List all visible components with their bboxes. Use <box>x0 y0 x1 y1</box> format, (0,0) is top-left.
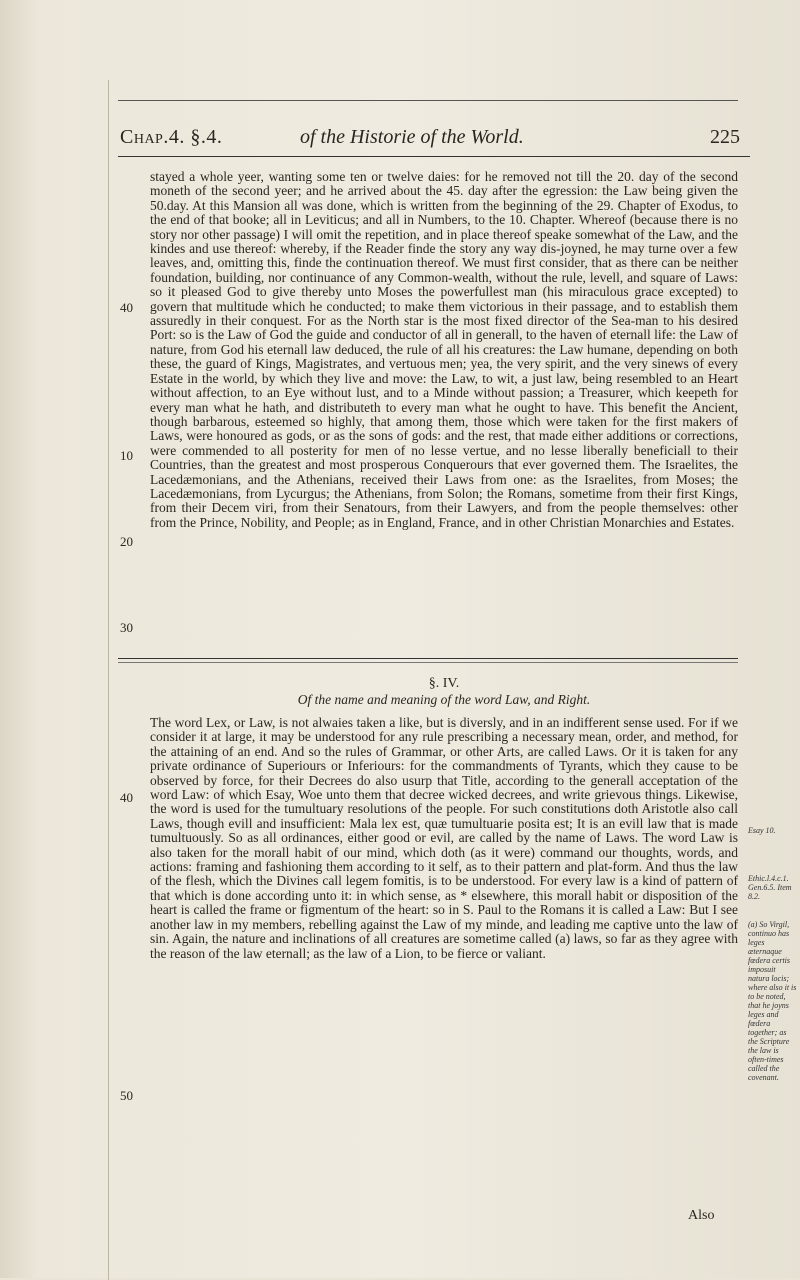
line-number: 20 <box>120 534 133 549</box>
line-number: 40 <box>120 790 133 805</box>
section-rule-thin <box>118 662 738 663</box>
line-number: 10 <box>120 448 133 463</box>
paragraph-text: The word Lex, or Law, is not alwaies taken a like, but is diversly, and in an indifferent sense used. For if we consider it at large, it may be understood for any rule prescribing a necessary mean, order, and method, for the attaining of an end. And so the rules of Grammar, or other Arts, are called Laws. Or it is taken for any private ordinance of Superiours or Inferiours: for the commandments of Tyrants, which they cause to be observed by force, for their Decrees do also usurp that Title, according to the generall acceptation of the word Law: of which Esay, Woe unto them that decree wicked decrees, and write grievous things. Likewise, the word is used for the tumultuary resolutions of the people. For such constitutions doth Aristotle also call Laws, though evill and insufficient: Mala lex est, quæ tumultuarie posita est; It is an evill law that is made tumultuously. So as all ordinances, either good or evil, are called by the name of Laws. The word Law is also taken for the morall habit of our mind, which doth (as it were) command our thoughts, words, and actions: framing and fashioning them according to it self, as to their pattern and plat-form. And thus the law of the flesh, which the Divines call legem fomitis, is to be understood. For every law is a kind of pattern of that which is done according unto it: in which sense, as * elsewhere, this morall habit or disposition of the heart is called the frame or figmentum of the heart: so in S. Paul to the Romans it is called a Law: But I see another law in my members, rebelling against the Law of my minde, and leading me captive unto the law of sin. Again, the nature and inclinations of all creatures are sometime called (a) laws, so far as they agree with the reason of the law eternall; as the law of a Lion, to be fierce or valiant. <box>150 715 738 961</box>
margin-note: Esay 10. <box>748 826 776 835</box>
section-title: Of the name and meaning of the word Law, and Right. <box>297 692 591 707</box>
body-paragraph <box>150 170 738 530</box>
header-rule <box>118 156 750 157</box>
running-header <box>120 126 740 154</box>
line-number: 40 <box>120 300 133 315</box>
chapter-ref: Chap.4. §.4. <box>120 126 223 148</box>
margin-note: Ethic.l.4.c.1. Gen.6.5. Item 8.2. <box>748 874 792 901</box>
paragraph-text: stayed a whole yeer, wanting some ten or twelve daies: for he removed not till the 20. day of the second moneth of the second yeer; and he arrived about the 45. day after the egression: the Law being given the 50.day. At this Mansion all was done, which is written from the beginning of the 29. Chapter of Exodus, to the end of that booke; all in Leviticus; and all in Numbers, to the 10. Chapter. Whereof (because there is no story nor other passage) I will omit the repetition, and in place thereof speake somewhat of the Law, and the kindes and use thereof: whereby, if the Reader finde the story any way dis-joyned, he may turne over a few leaves, and, omitting this, finde the continuation thereof. We must first consider, that as there can be neither foundation, building, nor continuance of any Common-wealth, without the rule, levell, and square of Laws: so it pleased God to give thereby unto Moses the powerfullest man (his miraculous grace excepted) to govern that multitude which he conducted; to make them victorious in their passage, and to establish them assuredly in their conquest. For as the North star is the most fixed director of the Sea-man to his desired Port: so is the Law of God the guide and conductor of all in generall, to the haven of eternall life: the Law of nature, from God his eternall law deduced, the rule of all his creatures: the Law humane, depending on both these, the guard of Kings, Magistrates, and vertuous men; yea, the very spirit, and the very sinews of every Estate in the world, by which they live and move: the Law, to wit, a just law, being resembled to an Heart without affection, to an Eye without lust, and to a Minde without passion; a Treasurer, which keepeth for every man what he hath, and distributeth to every man what he ought to have. This benefit the Ancient, though barbarous, esteemed so highly, that among them, those which were taken for the first makers of Laws, were honoured as gods, or as the sons of gods: and the rest, that made either additions or corrections, were commended to all posterity for men of no lesse vertue, and no lesse liberally beneficiall to their Countries, than the greatest and most prosperous Conquerours that ever governed them. The Israelites, the Lacedæmonians, and the Athenians, received their Laws from one: as the Israelites, from Moses; the Lacedæmonians, from Lycurgus; the Athenians, from Solon; the Romans, sometime from their first Kings, from their Decem viri, from their Senatours, from their Lawyers, and from the people themselves: other from the Prince, Nobility, and People; as in England, France, and in other Christian Monarchies and Estates. <box>150 169 738 530</box>
line-number: 30 <box>120 620 133 635</box>
top-rule <box>118 100 738 101</box>
section-rule <box>118 658 738 659</box>
section-number: §. IV. <box>428 676 460 691</box>
running-title: of the Historie of the World. <box>300 126 524 148</box>
body-paragraph <box>150 716 738 961</box>
margin-note: (a) So Virgil, continuo has leges æternaque fœdera certis imposuit natura locis; where also it is to be noted, that he joyns leges and fœdera together; as the Scripture the law is often-times called the covenant. <box>748 920 797 1082</box>
page-number: 225 <box>710 126 740 148</box>
page-edge <box>108 80 109 1280</box>
catchword: Also <box>688 1208 715 1223</box>
line-number: 50 <box>120 1088 133 1103</box>
